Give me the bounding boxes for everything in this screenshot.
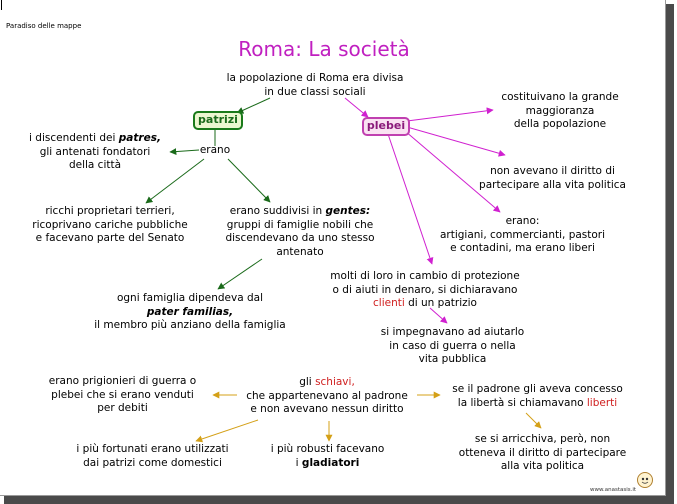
discendenti-node: i discendenti dei patres, gli antenati fondatori della città — [29, 132, 161, 171]
ricchi-node: ricchi proprietari terrieri, ricoprivano cariche pubbliche e facevano parte del Senato — [32, 205, 188, 244]
header-label: Paradiso delle mappe — [6, 22, 82, 30]
prigionieri-node: erano prigionieri di guerra o plebei che si erano venduti per debiti — [48, 375, 197, 414]
anastasis-logo-icon — [636, 471, 654, 489]
impegnavano-node: si impegnavano ad aiutarlo in caso di guerra o nella vita pubblica — [380, 326, 525, 365]
arrow-intro-patrizi — [237, 98, 270, 113]
fortunati-node: i più fortunati erano utilizzati dai patrizi come domestici — [76, 443, 229, 469]
diritto-node: non avevano il diritto di partecipare alla vita politica — [479, 165, 626, 191]
maggioranza-node: costituivano la grande maggioranza della popolazione — [501, 91, 619, 130]
arrow-schiavi-fortunati — [196, 420, 258, 441]
page-shadow-right — [666, 4, 674, 500]
arrow-intro-plebei — [345, 98, 368, 117]
liberti-node: se il padrone gli aveva concesso la libertà si chiamavano liberti — [452, 383, 623, 409]
page-shadow-bottom — [4, 496, 674, 504]
artigiani-node: erano: artigiani, commercianti, pastori e contadini, ma erano liberi — [439, 215, 606, 254]
arrow-liberti-arricchiva — [526, 413, 541, 428]
arrow-erano-suddivisi — [228, 159, 270, 202]
famiglia-node: ogni famiglia dipendeva dal pater familias, il membro più anziano della famiglia — [94, 292, 286, 331]
arrow-suddivisi-famiglia — [218, 259, 262, 289]
page-title: Roma: La società — [238, 37, 410, 61]
robusti-node: i più robusti facevano i gladiatori — [270, 443, 385, 469]
suddivisi-node: erano suddivisi in gentes: gruppi di famiglie nobili che discendevano da uno stesso antenato — [225, 205, 375, 258]
arrow-plebei-maggioranza — [407, 110, 493, 121]
plebei-box: plebei — [362, 117, 410, 136]
clienti-node: molti di loro in cambio di protezione o di aiuti in denaro, si dichiaravano clienti di un patrizio — [330, 270, 520, 309]
arrow-plebei-clienti — [388, 134, 432, 264]
schiavi-node: gli schiavi, che appartenevano al padrone e non avevano nessun diritto — [246, 376, 408, 415]
footer-url: www.anastasis.it — [590, 487, 637, 493]
erano-label: erano — [199, 144, 231, 156]
patrizi-box: patrizi — [193, 111, 243, 130]
arricchiva-node: se si arricchiva, però, non otteneva il diritto di partecipare alla vita politica — [458, 433, 627, 472]
intro-node: la popolazione di Roma era divisa in due classi sociali — [226, 72, 404, 98]
